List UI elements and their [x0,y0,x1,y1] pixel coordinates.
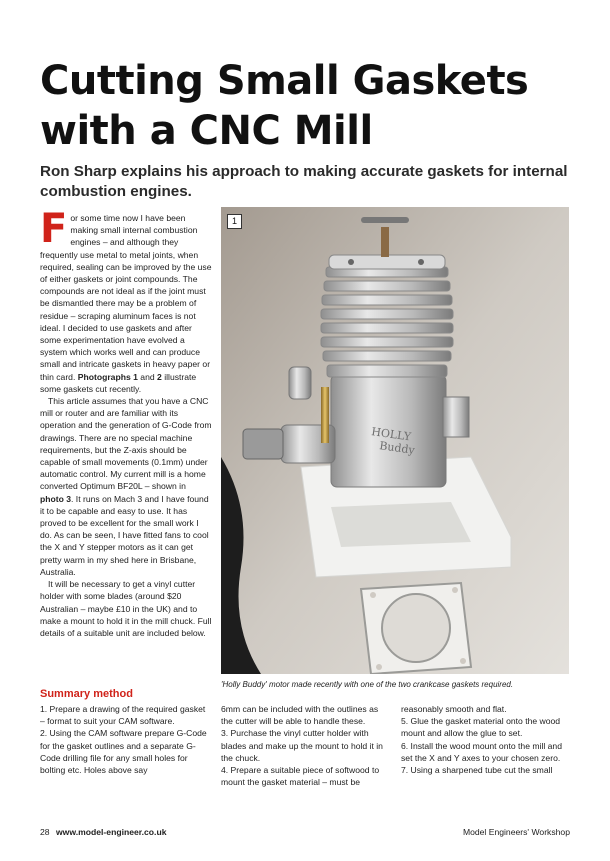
summary-step: 6mm can be included with the outlines as the cutter will be able to handle these. [221,704,379,727]
carburettor-intake [289,367,311,399]
magazine-name: Model Engineers' Workshop [462,827,570,837]
summary-step: 4. Prepare a suitable piece of softwood to mount the gasket material – must be [221,765,380,788]
summary-step: 7. Using a sharpened tube cut the small [401,765,553,776]
p1-text: or some time now I have been making small internal combustion engines – and although they frequently use metal to metal joints, when required, sealing can be improved by the use of either gaskets or joint compounds. The compounds are not ideal as if the joint must be dismantled there may be a problem of residue – scraping aluminum faces is not ideal. I decided to use gaskets and after some experimentation have evolved a system which works well and can produce small and intricate gaskets in heavy paper or thin card. [40,213,212,382]
p2-text-a: This article assumes that you have a CNC mill or router and are familiar with its operation and the generation of G-Code from drawings. There are no special machine requirements, but the Z-axis should be capable of small movements (0.1mm) under automatic control. My current mill is a home converted Optimum BF20L – shown in [40,396,212,492]
stand-cutout [331,502,471,547]
photo-ref-1: Photographs 1 [77,371,138,382]
tommy-bar [361,217,409,223]
title-line-2: with a CNC Mill [40,108,373,154]
cylinder-head [329,255,445,269]
summary-step: 1. Prepare a drawing of the required gasket – format to suit your CAM software. [40,704,206,727]
photo-ref-3: photo 3 [40,493,72,504]
drop-cap: F [40,206,68,252]
paragraph-3: It will be necessary to get a vinyl cutter holder with some blades (around $20 Australian – maybe £10 in the UK) and to make a mount to hold it in the mill chuck. Full details of a suitable unit are included below. [40,579,212,638]
summary-heading: Summary method [40,688,133,700]
prop-hub [243,429,283,459]
summary-column-3 [401,703,569,776]
summary-step: 5. Glue the gasket material onto the wood mount and allow the glue to set. [401,716,561,739]
summary-column-2 [221,703,389,788]
photo-ref-2: 2 [157,371,162,382]
photo-number-badge: 1 [227,214,242,229]
standfirst: Ron Sharp explains his approach to making accurate gaskets for internal combustion engines. [40,163,568,200]
engraving-line-2: Buddy [378,439,416,457]
engine-photo [221,207,569,674]
page-number: 28 [40,827,50,837]
p1-and: and [137,371,158,382]
article-title [40,56,580,156]
photo-caption: 'Holly Buddy' motor made recently with one of the two crankcase gaskets required. [221,680,514,689]
compression-screw [381,227,389,257]
paragraph-1 [40,206,212,395]
website-link[interactable]: www.model-engineer.co.uk [56,827,167,837]
summary-step: 2. Using the CAM software prepare G-Code for the gasket outlines and a separate G-Code drilling file for any small holes for bolting etc. Holes above say [40,728,207,776]
summary-step: 6. Install the wood mount onto the mill and set the X and Y axes to your chosen zero. [401,740,562,763]
engine-illustration [221,207,569,674]
fuel-needle [321,387,329,443]
page-footer [40,827,570,839]
body-column-1 [40,206,212,639]
paragraph-2 [40,395,212,578]
p2-text-b: . It runs on Mach 3 and I have found it to be capable and easy to use. It has proved to be excellent for the small work I do. As can be seen, I have fitted fans to cool the X and Y stepper motors as it can get pretty warm in my shed here in Brisbane, Australia. [40,493,209,577]
p1-end: illustrate some gaskets cut recently. [40,371,197,394]
summary-step: reasonably smooth and flat. [401,704,507,714]
exhaust-stack [443,397,469,437]
summary-step: 3. Purchase the vinyl cutter holder with blades and make up the mount to hold it in the chuck. [221,728,383,763]
summary-column-1 [40,703,208,776]
engraving-line-1: HOLLY [370,425,412,444]
title-line-1: Cutting Small Gaskets [40,58,529,104]
gasket-illustration [361,583,471,674]
